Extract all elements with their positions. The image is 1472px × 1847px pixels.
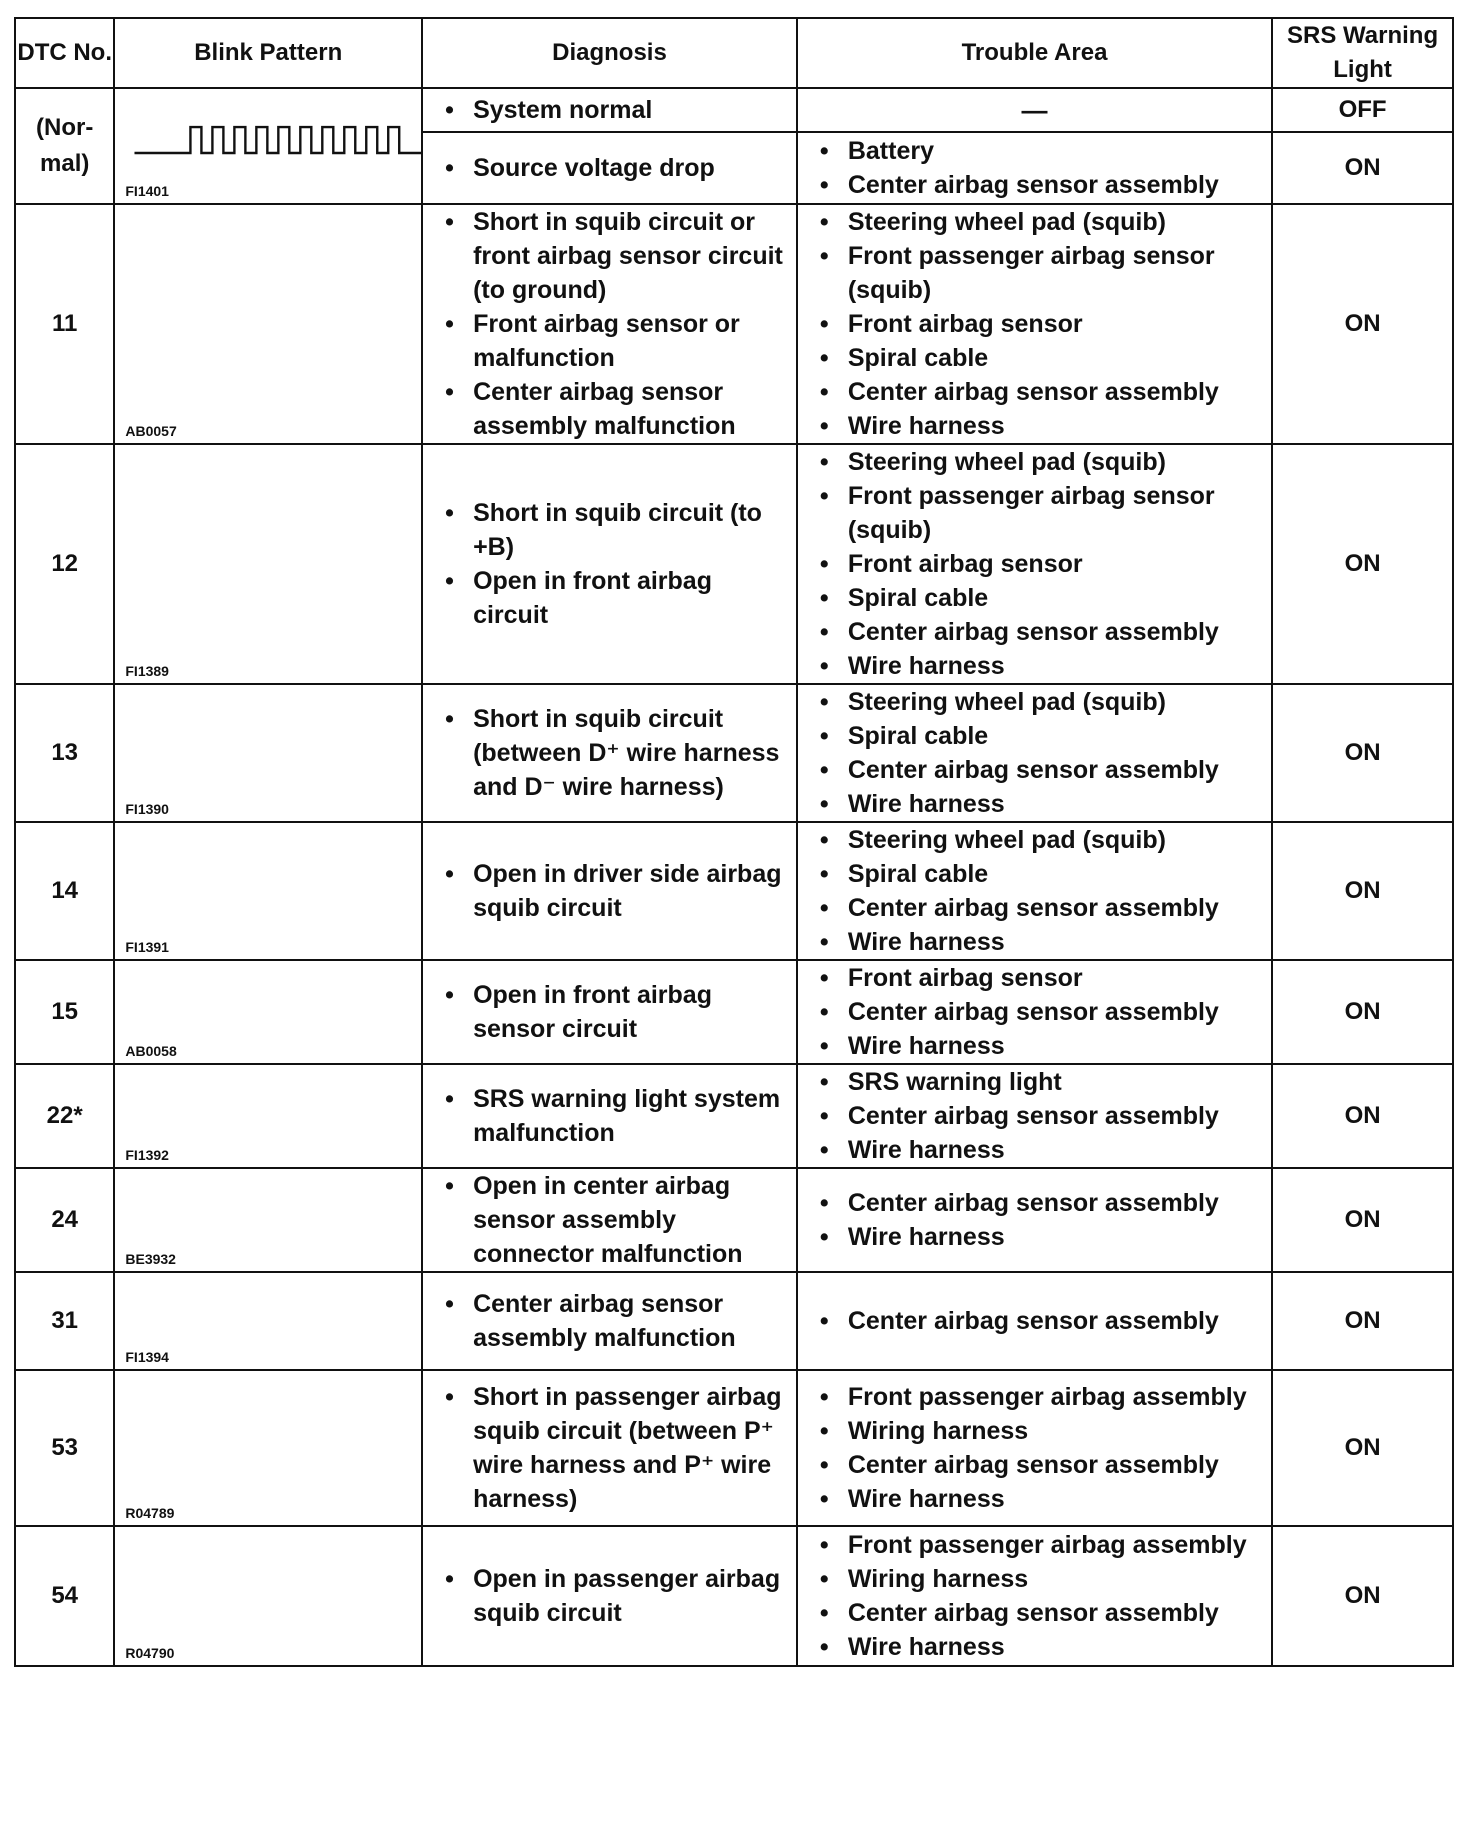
header-dtc: DTC No.: [15, 18, 114, 88]
blink-pattern-cell: [114, 204, 422, 444]
table-row: [15, 684, 1453, 822]
table-row: [15, 1526, 1453, 1666]
trouble-area-cell: [797, 1370, 1272, 1526]
header-diagnosis: Diagnosis: [422, 18, 797, 88]
trouble-item: • Front passenger airbag sensor (squib): [818, 239, 1261, 307]
figure-id: R04789: [125, 1505, 175, 1521]
trouble-area-cell: [797, 132, 1272, 204]
diagnosis-cell: [422, 1526, 797, 1666]
header-row: [15, 18, 1453, 88]
figure-id: AB0057: [125, 423, 177, 439]
diagnosis-item-list: [423, 1287, 796, 1355]
trouble-item: • Spiral cable: [818, 341, 1261, 375]
trouble-item: • Center airbag sensor assembly: [818, 168, 1261, 202]
trouble-item: • Steering wheel pad (squib): [818, 205, 1261, 239]
dtc-code: 31: [15, 1272, 114, 1370]
dtc-code: 13: [15, 684, 114, 822]
trouble-item-list: [798, 1380, 1271, 1516]
warning-light-status: ON: [1272, 132, 1453, 204]
diagnosis-cell: [422, 822, 797, 960]
diagnosis-item: • Open in driver side airbag squib circuit: [443, 857, 786, 925]
trouble-item: • Front airbag sensor: [818, 547, 1261, 581]
header-srs-warning-light: SRS Warning Light: [1272, 18, 1453, 88]
diagnosis-cell: [422, 1064, 797, 1168]
diagnosis-item-list: [423, 857, 796, 925]
blink-pattern-cell: [114, 684, 422, 822]
table-row: [15, 444, 1453, 684]
header-blink-pattern: Blink Pattern: [114, 18, 422, 88]
trouble-item-list: [798, 685, 1271, 821]
trouble-area-cell: [797, 1064, 1272, 1168]
diagnosis-item: • SRS warning light system malfunction: [443, 1082, 786, 1150]
diagnosis-cell: [422, 1272, 797, 1370]
diagnosis-item: • Short in squib circuit (between D⁺ wire harness and D⁻ wire harness): [443, 702, 786, 804]
dtc-code: 53: [15, 1370, 114, 1526]
diagnosis-item-list: [423, 496, 796, 632]
warning-light-status: ON: [1272, 1272, 1453, 1370]
diagnosis-item-list: [423, 1380, 796, 1516]
diagnosis-item: • Open in center airbag sensor assembly connector malfunction: [443, 1169, 786, 1271]
trouble-item: • SRS warning light: [818, 1065, 1261, 1099]
warning-light-status: ON: [1272, 684, 1453, 822]
table-row: [15, 1370, 1453, 1526]
blink-pattern-line: [135, 127, 421, 153]
trouble-item: • Front passenger airbag sensor (squib): [818, 479, 1261, 547]
trouble-item: • Front airbag sensor: [818, 307, 1261, 341]
trouble-item: • Center airbag sensor assembly: [818, 1596, 1261, 1630]
trouble-item: • Wire harness: [818, 649, 1261, 683]
trouble-item: • Front passenger airbag assembly: [818, 1380, 1261, 1414]
trouble-item: • Spiral cable: [818, 581, 1261, 615]
trouble-item: • Front passenger airbag assembly: [818, 1528, 1261, 1562]
figure-id: AB0058: [125, 1043, 177, 1059]
dtc-table: [14, 17, 1454, 1667]
table-row: [15, 960, 1453, 1064]
trouble-item: • Wire harness: [818, 787, 1261, 821]
trouble-item: • Wire harness: [818, 925, 1261, 959]
trouble-item: • Wire harness: [818, 409, 1261, 443]
diagnosis-item: • Short in passenger airbag squib circuit (between P⁺ wire harness and P⁺ wire harness): [443, 1380, 786, 1516]
warning-light-status: ON: [1272, 960, 1453, 1064]
trouble-item: • Center airbag sensor assembly: [818, 615, 1261, 649]
trouble-item: • Center airbag sensor assembly: [818, 375, 1261, 409]
trouble-item-list: [798, 205, 1271, 443]
trouble-area-cell: [797, 1272, 1272, 1370]
blink-pattern-cell: [114, 1272, 422, 1370]
dtc-code: 12: [15, 444, 114, 684]
trouble-item-list: [798, 1528, 1271, 1664]
diagnosis-item: • Open in front airbag circuit: [443, 564, 786, 632]
trouble-item: • Wire harness: [818, 1482, 1261, 1516]
trouble-item: • Front airbag sensor: [818, 961, 1261, 995]
dtc-code: 22*: [15, 1064, 114, 1168]
diagnosis-cell: [422, 1168, 797, 1272]
warning-light-status: ON: [1272, 1526, 1453, 1666]
warning-light-status: ON: [1272, 1064, 1453, 1168]
figure-id: FI1389: [125, 663, 169, 679]
trouble-item: • Battery: [818, 134, 1261, 168]
diagnosis-item: • Short in squib circuit (to +B): [443, 496, 786, 564]
blink-pattern-cell: [114, 444, 422, 684]
trouble-item: • Center airbag sensor assembly: [818, 1186, 1261, 1220]
warning-light-status: ON: [1272, 444, 1453, 684]
figure-id: R04790: [125, 1645, 175, 1661]
blink-pattern-cell: [114, 1168, 422, 1272]
diagnosis-item-list: [423, 702, 796, 804]
table-row: [15, 1272, 1453, 1370]
trouble-item: • Wire harness: [818, 1029, 1261, 1063]
diagnosis-item: • Center airbag sensor assembly malfunction: [443, 1287, 786, 1355]
trouble-area-cell: [797, 960, 1272, 1064]
diagnosis-item-list: [423, 1562, 796, 1630]
diagnosis-item: • Source voltage drop: [443, 151, 786, 185]
trouble-item: • Steering wheel pad (squib): [818, 685, 1261, 719]
table-row: [15, 88, 1453, 132]
diagnosis-cell: [422, 132, 797, 204]
trouble-area-cell: [797, 204, 1272, 444]
diagnosis-cell: [422, 444, 797, 684]
diagnosis-cell: [422, 88, 797, 132]
trouble-area-cell: [797, 1526, 1272, 1666]
warning-light-status: OFF: [1272, 88, 1453, 132]
diagnosis-item: • Open in passenger airbag squib circuit: [443, 1562, 786, 1630]
diagnosis-cell: [422, 1370, 797, 1526]
blink-pattern-wave: [115, 1371, 421, 1525]
trouble-area-cell: [797, 1168, 1272, 1272]
trouble-area-cell: —: [797, 88, 1272, 132]
dtc-sheet: [14, 17, 1454, 1847]
trouble-item: • Wire harness: [818, 1630, 1261, 1664]
blink-pattern-cell: [114, 1064, 422, 1168]
figure-id: BE3932: [125, 1251, 176, 1267]
table-row: [15, 1168, 1453, 1272]
dtc-code: 11: [15, 204, 114, 444]
warning-light-status: ON: [1272, 822, 1453, 960]
trouble-item-list: [798, 1186, 1271, 1254]
trouble-item: • Wire harness: [818, 1133, 1261, 1167]
trouble-item: • Spiral cable: [818, 857, 1261, 891]
trouble-item: • Center airbag sensor assembly: [818, 1099, 1261, 1133]
blink-pattern-wave: [115, 205, 421, 443]
figure-id: FI1401: [125, 183, 169, 199]
trouble-item-list: [798, 823, 1271, 959]
trouble-item: • Center airbag sensor assembly: [818, 1448, 1261, 1482]
trouble-item: • Spiral cable: [818, 719, 1261, 753]
trouble-item-list: [798, 445, 1271, 683]
figure-id: FI1394: [125, 1349, 169, 1365]
trouble-area-cell: [797, 822, 1272, 960]
trouble-area-cell: [797, 684, 1272, 822]
diagnosis-cell: [422, 204, 797, 444]
table-row: [15, 822, 1453, 960]
blink-pattern-cell: [114, 88, 422, 204]
blink-pattern-wave: [115, 445, 421, 683]
trouble-item: • Wiring harness: [818, 1414, 1261, 1448]
diagnosis-item-list: [423, 1082, 796, 1150]
trouble-item: • Steering wheel pad (squib): [818, 445, 1261, 479]
trouble-item: • Center airbag sensor assembly: [818, 995, 1261, 1029]
table-body: [15, 88, 1453, 1666]
trouble-item: • Center airbag sensor assembly: [818, 1304, 1261, 1338]
dtc-code: 24: [15, 1168, 114, 1272]
trouble-item: • Center airbag sensor assembly: [818, 891, 1261, 925]
header-trouble-area: Trouble Area: [797, 18, 1272, 88]
diagnosis-item: • Center airbag sensor assembly malfunction: [443, 375, 786, 443]
warning-light-status: ON: [1272, 204, 1453, 444]
blink-pattern-cell: [114, 822, 422, 960]
diagnosis-cell: [422, 960, 797, 1064]
diagnosis-item-list: [423, 205, 796, 443]
table-row: [15, 1064, 1453, 1168]
table-row: [15, 204, 1453, 444]
diagnosis-item: • Front airbag sensor or malfunction: [443, 307, 786, 375]
diagnosis-item: • Open in front airbag sensor circuit: [443, 978, 786, 1046]
warning-light-status: ON: [1272, 1370, 1453, 1526]
figure-id: FI1392: [125, 1147, 169, 1163]
dtc-code: 54: [15, 1526, 114, 1666]
blink-pattern-cell: [114, 1526, 422, 1666]
figure-id: FI1391: [125, 939, 169, 955]
trouble-item: • Center airbag sensor assembly: [818, 753, 1261, 787]
diagnosis-item-list: [423, 978, 796, 1046]
warning-light-status: ON: [1272, 1168, 1453, 1272]
trouble-item-list: [798, 1065, 1271, 1167]
trouble-item-list: [798, 961, 1271, 1063]
diagnosis-item: • Short in squib circuit or front airbag sensor circuit (to ground): [443, 205, 786, 307]
dtc-code: 14: [15, 822, 114, 960]
diagnosis-item: • System normal: [443, 93, 786, 127]
diagnosis-cell: [422, 684, 797, 822]
trouble-area-cell: [797, 444, 1272, 684]
dtc-code: 15: [15, 960, 114, 1064]
diagnosis-item-list: [423, 1169, 796, 1271]
figure-id: FI1390: [125, 801, 169, 817]
blink-pattern-cell: [114, 1370, 422, 1526]
trouble-item: • Wiring harness: [818, 1562, 1261, 1596]
trouble-item: • Wire harness: [818, 1220, 1261, 1254]
dtc-code: (Nor-mal): [15, 88, 114, 204]
trouble-item: • Steering wheel pad (squib): [818, 823, 1261, 857]
blink-pattern-cell: [114, 960, 422, 1064]
trouble-item-list: [798, 1304, 1271, 1338]
